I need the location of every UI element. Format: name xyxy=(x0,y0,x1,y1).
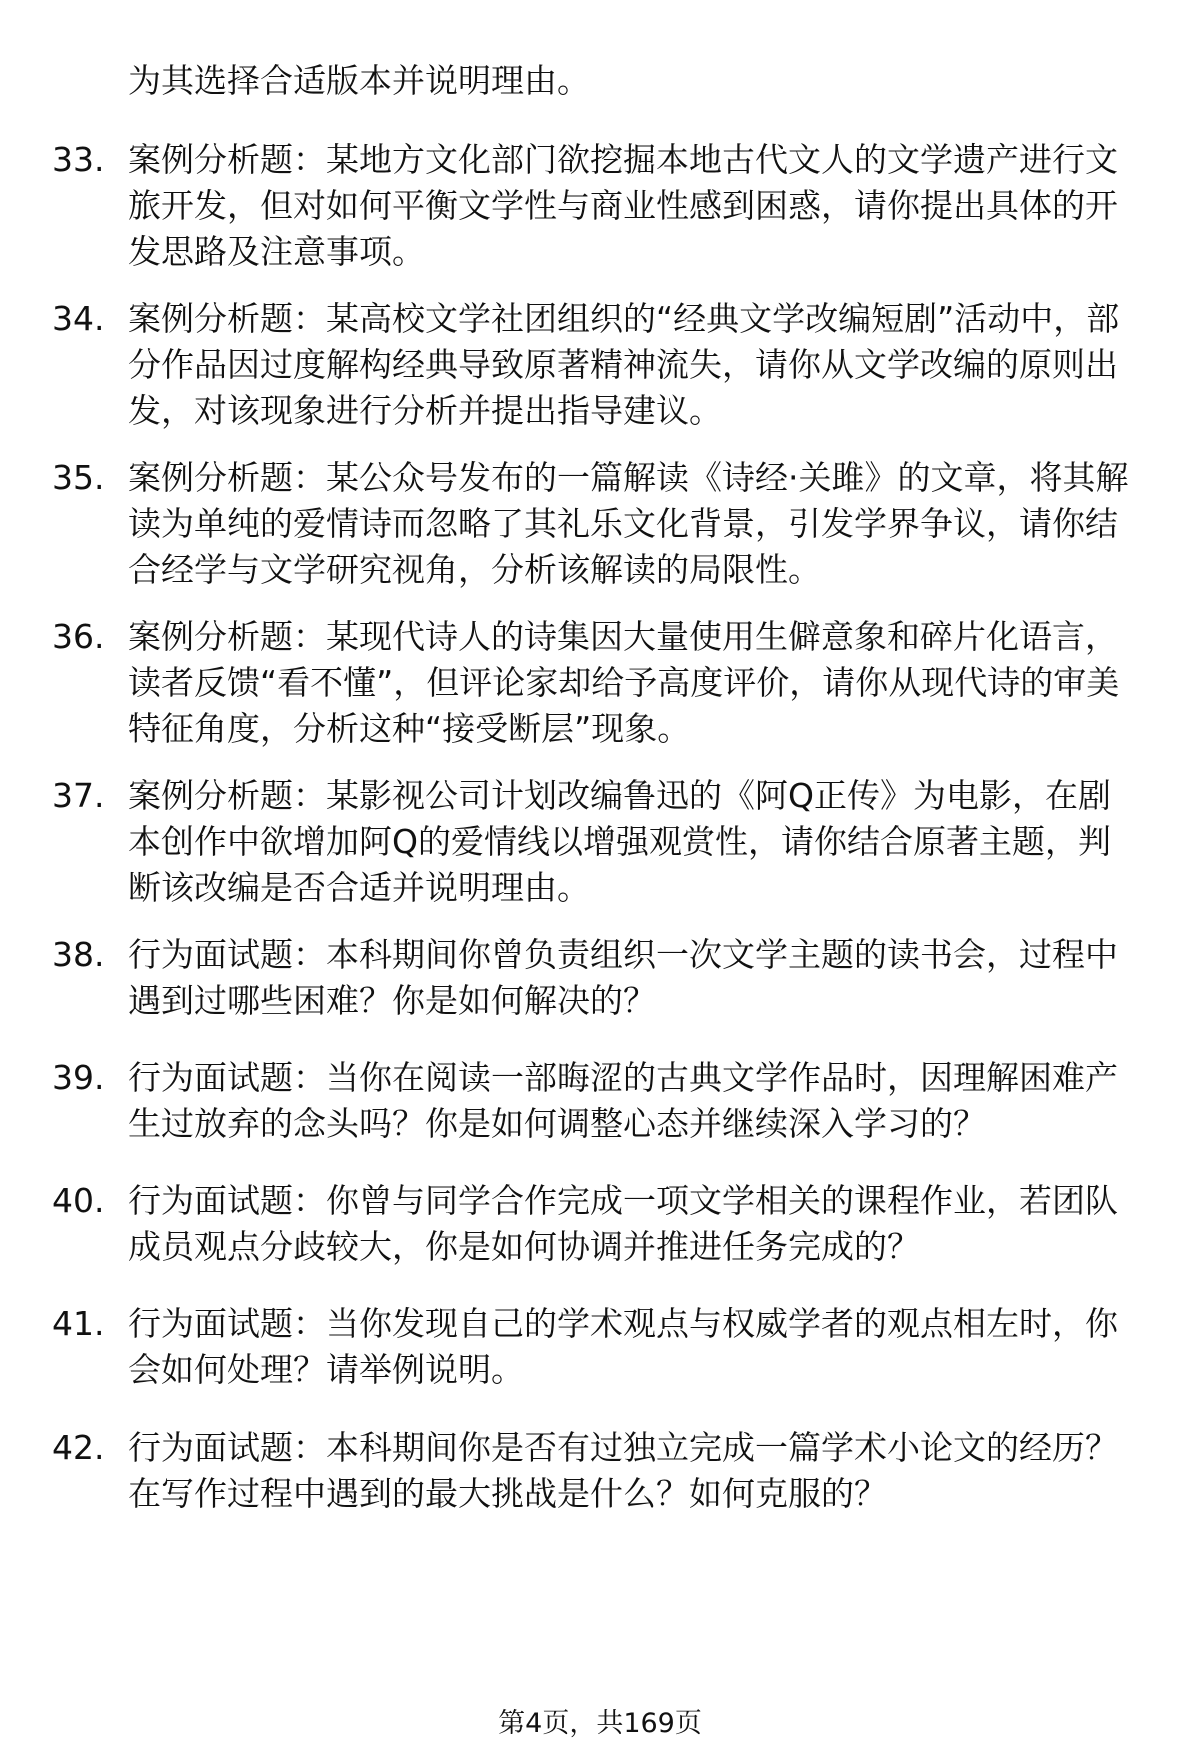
question-text: 行为面试题：本科期间你是否有过独立完成一篇学术小论文的经历？在写作过程中遇到的最大挑战是什么？如何克服的？ xyxy=(128,1428,1118,1513)
question-number: 36. xyxy=(52,617,105,656)
question-number: 33. xyxy=(52,140,105,179)
question-number: 34. xyxy=(52,299,105,338)
question-text: 案例分析题：某高校文学社团组织的“经典文学改编短剧”活动中，部分作品因过度解构经典导致原著精神流失，请你从文学改编的原则出发，对该现象进行分析并提出指导建议。 xyxy=(128,299,1120,430)
question-number: 38. xyxy=(52,935,105,974)
question-text: 行为面试题：本科期间你曾负责组织一次文学主题的读书会，过程中遇到过哪些困难？你是如何解决的？ xyxy=(128,935,1118,1020)
question-text: 行为面试题：当你发现自己的学术观点与权威学者的观点相左时，你会如何处理？请举例说明。 xyxy=(128,1304,1118,1389)
question-number: 37. xyxy=(52,776,105,815)
question-text: 案例分析题：某现代诗人的诗集因大量使用生僻意象和碎片化语言，读者反馈“看不懂”，但评论家却给予高度评价，请你从现代诗的审美特征角度，分析这种“接受断层”现象。 xyxy=(128,617,1120,748)
question-text: 案例分析题：某地方文化部门欲挖掘本地古代文人的文学遗产进行文旅开发，但对如何平衡文学性与商业性感到困惑，请你提出具体的开发思路及注意事项。 xyxy=(128,140,1118,271)
question-text: 行为面试题：当你在阅读一部晦涩的古典文学作品时，因理解困难产生过放弃的念头吗？你是如何调整心态并继续深入学习的？ xyxy=(128,1058,1118,1143)
page-footer: 第4页，共169页 xyxy=(498,1708,702,1739)
question-number: 35. xyxy=(52,458,105,497)
question-text: 案例分析题：某影视公司计划改编鲁迅的《阿Q正传》为电影，在剧本创作中欲增加阿Q的爱情线以增强观赏性，请你结合原著主题，判断该改编是否合适并说明理由。 xyxy=(128,776,1111,907)
question-number: 39. xyxy=(52,1058,105,1097)
question-text: 行为面试题：你曾与同学合作完成一项文学相关的课程作业，若团队成员观点分歧较大，你是如何协调并推进任务完成的？ xyxy=(128,1181,1118,1266)
question-number: 42. xyxy=(52,1428,105,1467)
continuation-text: 为其选择合适版本并说明理由。 xyxy=(128,61,590,100)
question-number: 41. xyxy=(52,1304,105,1343)
question-text: 案例分析题：某公众号发布的一篇解读《诗经·关雎》的文章，将其解读为单纯的爱情诗而忽略了其礼乐文化背景，引发学界争议，请你结合经学与文学研究视角，分析该解读的局限性。 xyxy=(128,458,1129,589)
question-number: 40. xyxy=(52,1181,105,1220)
